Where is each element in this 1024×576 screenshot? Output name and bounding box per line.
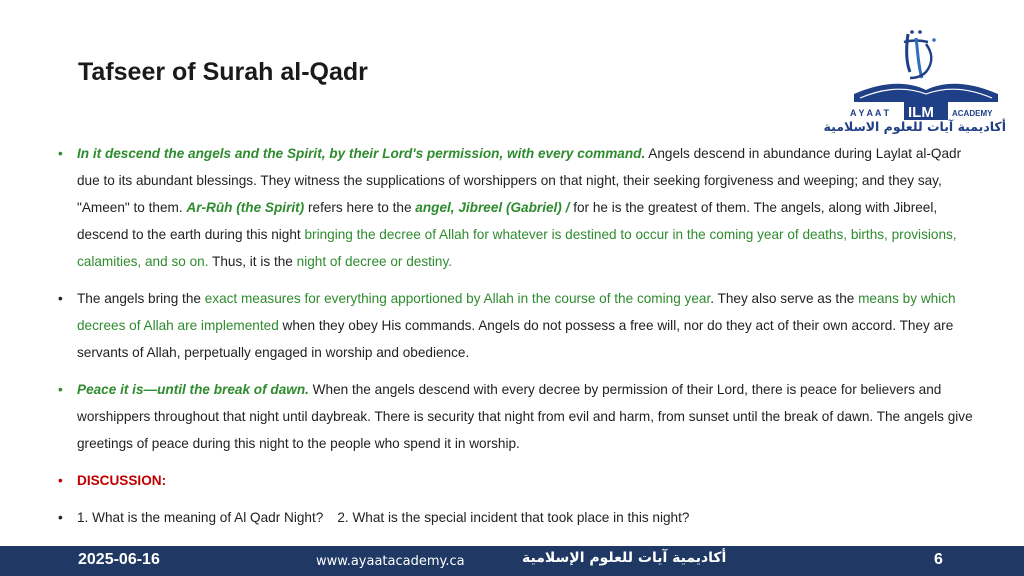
logo-academy-text: ACADEMY [952, 109, 993, 118]
footer-website-link[interactable]: www.ayaatacademy.ca [316, 554, 465, 569]
bullet-text: . They also serve as the [710, 291, 859, 306]
logo-ayaat-text: A Y A A T [850, 108, 890, 118]
question-1: 1. What is the meaning of Al Qadr Night? [77, 510, 324, 525]
ayaat-ilm-logo-graphic [846, 28, 1006, 120]
bullet-marker: • [58, 473, 63, 488]
bullet-text: for he is the greatest of them. The angels, along with Jibreel, descend to the earth during this night [77, 200, 938, 242]
bullet-marker: • [58, 291, 63, 306]
academy-logo [823, 28, 1006, 140]
bullet-questions [58, 504, 978, 531]
bullet-peace [58, 376, 978, 457]
page-number: 6 [934, 551, 943, 568]
means-highlight: means by which decrees of Allah are implemented [77, 291, 956, 333]
destiny-highlight: night of decree or destiny. [296, 254, 453, 269]
slide-title: Tafseer of Surah al-Qadr [78, 58, 368, 86]
bullet-text: refers here to the [304, 200, 416, 215]
slash-separator: / [561, 200, 574, 215]
peace-verse-highlight: Peace it is—until the break of dawn. [77, 382, 309, 397]
footer-arabic-name: أكاديمية آيات للعلوم الإسلامية [522, 550, 727, 566]
footer-date: 2025-06-16 [78, 551, 160, 568]
logo-arabic-caption: أكاديمية آيات للعلوم الاسلامية [823, 119, 1006, 134]
bullet-text: Angels descend in abundance during Laylat al-Qadr due to its abundant blessings. They witness the supplications of worshippers on that night, their seeking forgiveness and weeping; and they say, "Ameen" to them. [77, 146, 962, 215]
bullet-text: The angels bring the [77, 291, 205, 306]
discussion-label: DISCUSSION: [77, 473, 167, 488]
logo-ilm-text: ILM [908, 104, 934, 120]
gabriel-term: angel, Jibreel (Gabriel) [415, 200, 562, 215]
bullet-text: Thus, it is the [208, 254, 297, 269]
bullet-marker: • [58, 382, 63, 397]
bullet-marker: • [58, 510, 63, 525]
measures-highlight: exact measures for everything apportioned by Allah in the course of the coming year [204, 291, 711, 306]
spirit-term: Ar-Rūh (the Spirit) [186, 200, 305, 215]
verse-highlight: In it descend the angels and the Spirit, by their Lord's permission, with every command. [77, 146, 646, 161]
slide-content [58, 140, 978, 531]
bullet-text: when they obey His commands. Angels do not possess a free will, nor do they act of their own accord. They are servants of Allah, perpetually engaged in worship and obedience. [77, 318, 954, 360]
decree-highlight: bringing the decree of Allah for whatever is destined to occur in the coming year of deaths, births, provisions, calamities, and so on. [77, 227, 957, 269]
footer-bar [0, 546, 1024, 576]
bullet-marker: • [58, 146, 63, 161]
question-2: 2. What is the special incident that took place in this night? [337, 510, 690, 525]
bullet-angels-descend [58, 140, 978, 275]
bullet-discussion [58, 467, 978, 494]
bullet-exact-measures [58, 285, 978, 366]
bullet-text: When the angels descend with every decree by permission of their Lord, there is peace for believers and worshippers throughout that night until daybreak. There is security that night from evil and harm, from sunset until the break of dawn. The angels give greetings of peace during this night to the people who spend it in worship. [77, 382, 973, 451]
